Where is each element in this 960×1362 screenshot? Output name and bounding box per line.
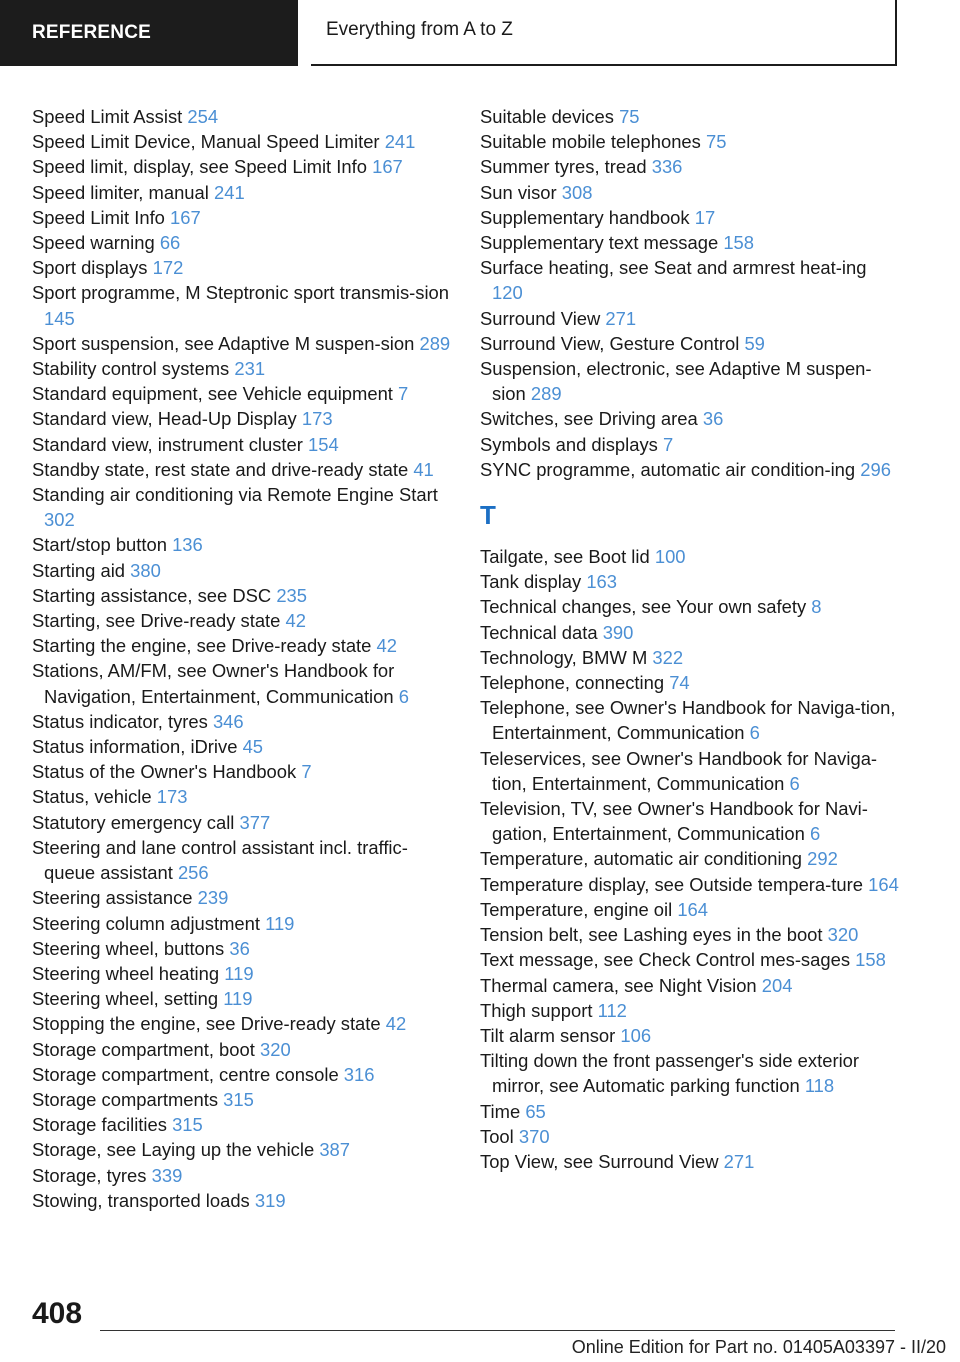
entry-term: Steering wheel, buttons: [32, 937, 225, 959]
entry-term: Status information, iDrive: [32, 736, 238, 758]
entry-term: Switches, see Driving area: [480, 408, 698, 430]
entry-term: Tension belt, see Lashing eyes in the boot: [480, 924, 823, 946]
entry-page-link[interactable]: 315: [223, 1088, 254, 1110]
index-entry: [480, 255, 900, 305]
index-column-right: [480, 104, 900, 1174]
index-entry: [480, 406, 900, 431]
index-entry: [32, 911, 452, 936]
entry-term: Standard view, Head-Up Display: [32, 408, 297, 430]
entry-page-link[interactable]: 6: [749, 722, 760, 744]
index-entry: [480, 695, 900, 745]
section-label: REFERENCE: [0, 0, 298, 66]
index-entry: [32, 457, 452, 482]
index-entry: [32, 331, 452, 356]
index-entry: [32, 810, 452, 835]
index-entry: [32, 1037, 452, 1062]
entry-term: Speed Limit Info: [32, 206, 165, 228]
index-entry: [32, 381, 452, 406]
entry-page-link[interactable]: 241: [213, 181, 245, 203]
entry-term: Thigh support: [480, 999, 593, 1021]
entry-term: Speed Limit Device, Manual Speed Limiter: [32, 131, 380, 153]
footer-divider: [100, 1330, 895, 1331]
entry-page-link[interactable]: 316: [343, 1063, 375, 1085]
entry-page-link[interactable]: 100: [654, 546, 686, 568]
entry-page-link[interactable]: 370: [518, 1125, 550, 1147]
entry-page-link[interactable]: 65: [525, 1100, 546, 1122]
entry-term: Teleservices, see Owner's Handbook for Naviga-tion, Entertainment, Communication: [480, 747, 878, 794]
entry-page-link[interactable]: 36: [229, 937, 250, 959]
entry-term: Storage compartment, boot: [32, 1038, 255, 1060]
entry-page-link[interactable]: 158: [855, 949, 886, 971]
entry-term: Supplementary text message: [480, 232, 719, 254]
entry-term: Storage facilities: [32, 1114, 167, 1136]
index-entry: [32, 255, 452, 280]
index-entry: [32, 406, 452, 431]
entry-term: Suitable devices: [480, 106, 614, 127]
entry-page-link[interactable]: 173: [156, 786, 188, 808]
entry-term: Technical changes, see Your own safety: [480, 596, 807, 618]
entry-term: Sport displays: [32, 257, 148, 279]
index-entry: [480, 1023, 900, 1048]
index-entry: [480, 230, 900, 255]
index-entry: [480, 947, 900, 972]
entry-term: Tool: [480, 1125, 514, 1147]
entry-term: Standard equipment, see Vehicle equipment: [32, 383, 393, 405]
entry-term: Technical data: [480, 621, 598, 643]
entry-term: Stowing, transported loads: [32, 1189, 250, 1211]
entry-term: Suspension, electronic, see Adaptive M suspen-sion: [480, 358, 872, 405]
index-entry: [480, 306, 900, 331]
index-entry: [32, 1188, 452, 1213]
entry-page-link[interactable]: 75: [705, 131, 727, 153]
entry-term: Temperature, automatic air conditioning: [480, 848, 803, 870]
entry-page-link[interactable]: 119: [224, 962, 254, 984]
entry-page-link[interactable]: 319: [254, 1189, 286, 1211]
index-entry: [480, 796, 900, 846]
entry-page-link[interactable]: 339: [151, 1164, 183, 1186]
entry-page-link[interactable]: 8: [811, 596, 822, 618]
entry-page-link[interactable]: 119: [265, 912, 295, 934]
index-entry: [32, 961, 452, 986]
index-entry: [480, 1124, 900, 1149]
entry-page-link[interactable]: 289: [530, 383, 562, 405]
entry-term: Standard view, instrument cluster: [32, 433, 303, 455]
entry-page-link[interactable]: 42: [385, 1013, 407, 1035]
index-entry: [32, 280, 452, 330]
entry-term: Sport suspension, see Adaptive M suspen-sion: [32, 332, 415, 354]
edition-note: Online Edition for Part no. 01405A03397 - II/20: [571, 1337, 946, 1357]
entry-page-link[interactable]: 42: [376, 635, 397, 657]
chapter-title: Everything from A to Z: [311, 0, 897, 66]
index-entry: [480, 973, 900, 998]
index-entry: [32, 1011, 452, 1036]
index-entry: [32, 709, 452, 734]
entry-page-link[interactable]: 167: [372, 156, 403, 178]
entry-page-link[interactable]: 390: [602, 621, 634, 643]
entry-page-link[interactable]: 6: [809, 823, 821, 845]
entry-term: Speed limit, display, see Speed Limit Info: [32, 156, 367, 178]
entry-term: Tank display: [480, 571, 582, 593]
index-entry: [32, 734, 452, 759]
index-entry: [32, 1112, 452, 1137]
index-entry: [32, 205, 452, 230]
index-group-s: [480, 104, 900, 482]
entry-page-link[interactable]: 380: [130, 559, 161, 581]
entry-term: Speed warning: [32, 232, 155, 254]
entry-term: Television, TV, see Owner's Handbook for Navi-gation, Entertainment, Communication: [480, 798, 868, 845]
index-entry: [480, 356, 900, 406]
entry-term: Starting, see Drive-ready state: [32, 610, 281, 632]
index-entry: [32, 885, 452, 910]
entry-page-link[interactable]: 112: [597, 999, 627, 1021]
entry-term: Sun visor: [480, 181, 557, 203]
entry-term: Steering wheel, setting: [32, 988, 219, 1010]
entry-page-link[interactable]: 41: [413, 458, 434, 480]
entry-page-link[interactable]: 7: [663, 433, 674, 455]
entry-page-link[interactable]: 74: [669, 672, 690, 694]
index-column-left: [32, 104, 452, 1213]
entry-page-link[interactable]: 158: [723, 232, 754, 254]
entry-page-link[interactable]: 163: [586, 571, 618, 593]
entry-term: Technology, BMW M: [480, 646, 648, 668]
entry-page-link[interactable]: 17: [694, 206, 716, 228]
entry-page-link[interactable]: 154: [308, 433, 339, 455]
index-entry: [480, 846, 900, 871]
entry-page-link[interactable]: 320: [259, 1038, 291, 1060]
entry-term: Speed Limit Assist: [32, 106, 183, 127]
entry-page-link[interactable]: 118: [804, 1075, 835, 1097]
entry-term: Telephone, connecting: [480, 672, 665, 694]
entry-term: Tilt alarm sensor: [480, 1024, 616, 1046]
entry-term: Speed limiter, manual: [32, 181, 209, 203]
index-entry: [32, 154, 452, 179]
entry-term: Surface heating, see Seat and armrest heat-ing: [480, 257, 867, 279]
index-entry: [480, 104, 900, 129]
entry-term: Starting assistance, see DSC: [32, 584, 272, 606]
entry-page-link[interactable]: 239: [197, 887, 229, 909]
entry-term: Tailgate, see Boot lid: [480, 546, 650, 568]
index-entry: [32, 835, 452, 885]
entry-term: Surround View: [480, 307, 601, 329]
index-entry: [480, 569, 900, 594]
index-entry: [32, 633, 452, 658]
entry-page-link[interactable]: 106: [620, 1024, 652, 1046]
entry-page-link[interactable]: 120: [492, 282, 523, 304]
entry-term: Stations, AM/FM, see Owner's Handbook for Navigation, Entertainment, Communication: [32, 660, 395, 707]
entry-term: Status, vehicle: [32, 786, 152, 808]
index-entry: [480, 331, 900, 356]
index-entry: [32, 608, 452, 633]
entry-page-link[interactable]: 59: [744, 332, 765, 354]
entry-page-link[interactable]: 377: [239, 811, 271, 833]
entry-page-link[interactable]: 231: [234, 358, 266, 380]
index-entry: [480, 432, 900, 457]
entry-term: Telephone, see Owner's Handbook for Naviga-tion, Entertainment, Communication: [480, 697, 896, 744]
entry-term: Tilting down the front passenger's side exterior mirror, see Automatic parking function: [480, 1050, 860, 1097]
index-entry: [32, 759, 452, 784]
entry-page-link[interactable]: 6: [789, 772, 800, 794]
entry-term: Stopping the engine, see Drive-ready state: [32, 1013, 381, 1035]
entry-term: Storage compartments: [32, 1088, 219, 1110]
entry-page-link[interactable]: 119: [223, 988, 253, 1010]
index-entry: [32, 180, 452, 205]
entry-term: Temperature, engine oil: [480, 898, 673, 920]
entry-page-link[interactable]: 289: [419, 332, 451, 354]
entry-page-link[interactable]: 36: [702, 408, 724, 430]
entry-term: Text message, see Check Control mes-sages: [480, 949, 851, 971]
entry-term: Steering and lane control assistant incl. traffic-queue assistant: [32, 836, 408, 884]
entry-page-link[interactable]: 136: [172, 534, 203, 556]
index-entry: [480, 129, 900, 154]
entry-page-link[interactable]: 271: [723, 1150, 755, 1172]
entry-term: Starting aid: [32, 559, 126, 581]
entry-page-link[interactable]: 7: [398, 383, 409, 405]
entry-page-link[interactable]: 336: [651, 156, 683, 178]
index-entry: [480, 897, 900, 922]
entry-term: Suitable mobile telephones: [480, 131, 701, 153]
entry-page-link[interactable]: 164: [868, 873, 899, 895]
index-entry: [32, 986, 452, 1011]
entry-term: Status of the Owner's Handbook: [32, 761, 297, 783]
index-entry: [480, 872, 900, 897]
entry-page-link[interactable]: 271: [605, 307, 637, 329]
index-entry: [480, 1048, 900, 1098]
entry-term: Steering wheel heating: [32, 962, 220, 984]
entry-page-link[interactable]: 346: [212, 710, 244, 732]
index-entry: [32, 230, 452, 255]
index-entry: [32, 356, 452, 381]
entry-page-link[interactable]: 254: [187, 106, 219, 127]
index-entry: [480, 180, 900, 205]
index-entry: [32, 936, 452, 961]
entry-page-link[interactable]: 75: [619, 106, 640, 127]
entry-term: Thermal camera, see Night Vision: [480, 974, 757, 996]
index-entry: [32, 482, 452, 532]
entry-page-link[interactable]: 308: [561, 181, 593, 203]
index-entry: [480, 645, 900, 670]
entry-term: Summer tyres, tread: [480, 156, 647, 178]
entry-term: Storage, tyres: [32, 1164, 147, 1186]
index-entry: [32, 104, 452, 129]
entry-term: Steering column adjustment: [32, 912, 260, 934]
entry-term: Storage, see Laying up the vehicle: [32, 1139, 315, 1161]
entry-term: Surround View, Gesture Control: [480, 332, 740, 354]
index-entry: [32, 1062, 452, 1087]
entry-page-link[interactable]: 164: [677, 898, 709, 920]
entry-term: Steering assistance: [32, 887, 193, 909]
entry-term: Stability control systems: [32, 358, 230, 380]
entry-term: Temperature display, see Outside tempera-ture: [480, 873, 863, 895]
index-entry: [480, 594, 900, 619]
index-entry: [32, 583, 452, 608]
entry-page-link[interactable]: 6: [398, 685, 409, 707]
entry-page-link[interactable]: 172: [152, 257, 184, 279]
entry-page-link[interactable]: 315: [172, 1114, 203, 1136]
entry-page-link[interactable]: 235: [276, 584, 307, 606]
entry-page-link[interactable]: 45: [242, 736, 264, 758]
index-entry: [480, 746, 900, 796]
entry-page-link[interactable]: 145: [44, 307, 75, 329]
index-entry: [480, 670, 900, 695]
entry-term: Statutory emergency call: [32, 811, 235, 833]
index-entry: [480, 922, 900, 947]
entry-term: Status indicator, tyres: [32, 710, 208, 732]
index-entry: [480, 998, 900, 1023]
page-number: 408: [32, 1297, 83, 1330]
entry-page-link[interactable]: 241: [384, 131, 416, 153]
index-entry: [32, 1087, 452, 1112]
entry-page-link[interactable]: 292: [807, 848, 838, 870]
index-entry: [32, 129, 452, 154]
entry-term: Top View, see Surround View: [480, 1150, 719, 1172]
entry-term: Starting the engine, see Drive-ready state: [32, 635, 372, 657]
index-entry: [480, 544, 900, 569]
entry-term: Start/stop button: [32, 534, 167, 556]
entry-page-link[interactable]: 387: [319, 1139, 350, 1161]
entry-page-link[interactable]: 66: [159, 232, 181, 254]
index-entry: [32, 1137, 452, 1162]
index-entry: [480, 620, 900, 645]
entry-page-link[interactable]: 42: [285, 610, 306, 632]
entry-page-link[interactable]: 302: [44, 509, 75, 531]
entry-term: Sport programme, M Steptronic sport transmis-sion: [32, 282, 449, 304]
index-group-t: [480, 544, 900, 1174]
entry-page-link[interactable]: 7: [301, 761, 312, 783]
section-letter: T: [480, 500, 496, 531]
entry-page-link[interactable]: 167: [170, 206, 201, 228]
entry-page-link[interactable]: 204: [761, 974, 793, 996]
entry-term: Storage compartment, centre console: [32, 1063, 339, 1085]
entry-page-link[interactable]: 256: [177, 862, 209, 884]
index-entry: [32, 432, 452, 457]
entry-term: Time: [480, 1100, 521, 1122]
index-entry: [32, 1163, 452, 1188]
index-entry: [480, 457, 900, 482]
entry-term: SYNC programme, automatic air condition-ing: [480, 458, 856, 480]
index-entry: [32, 658, 452, 708]
entry-page-link[interactable]: 296: [860, 458, 891, 480]
entry-page-link[interactable]: 322: [652, 646, 684, 668]
entry-page-link[interactable]: 320: [827, 924, 859, 946]
page-header: [0, 0, 960, 66]
entry-page-link[interactable]: 173: [301, 408, 333, 430]
entry-term: Standing air conditioning via Remote Engine Start: [32, 484, 438, 506]
entry-term: Symbols and displays: [480, 433, 658, 455]
index-entry: [480, 1099, 900, 1124]
index-entry: [32, 784, 452, 809]
index-entry: [480, 205, 900, 230]
entry-term: Supplementary handbook: [480, 206, 690, 228]
index-entry: [32, 532, 452, 557]
entry-term: Standby state, rest state and drive-ready state: [32, 458, 409, 480]
index-entry: [480, 154, 900, 179]
index-entry: [480, 1149, 900, 1174]
index-entry: [32, 558, 452, 583]
